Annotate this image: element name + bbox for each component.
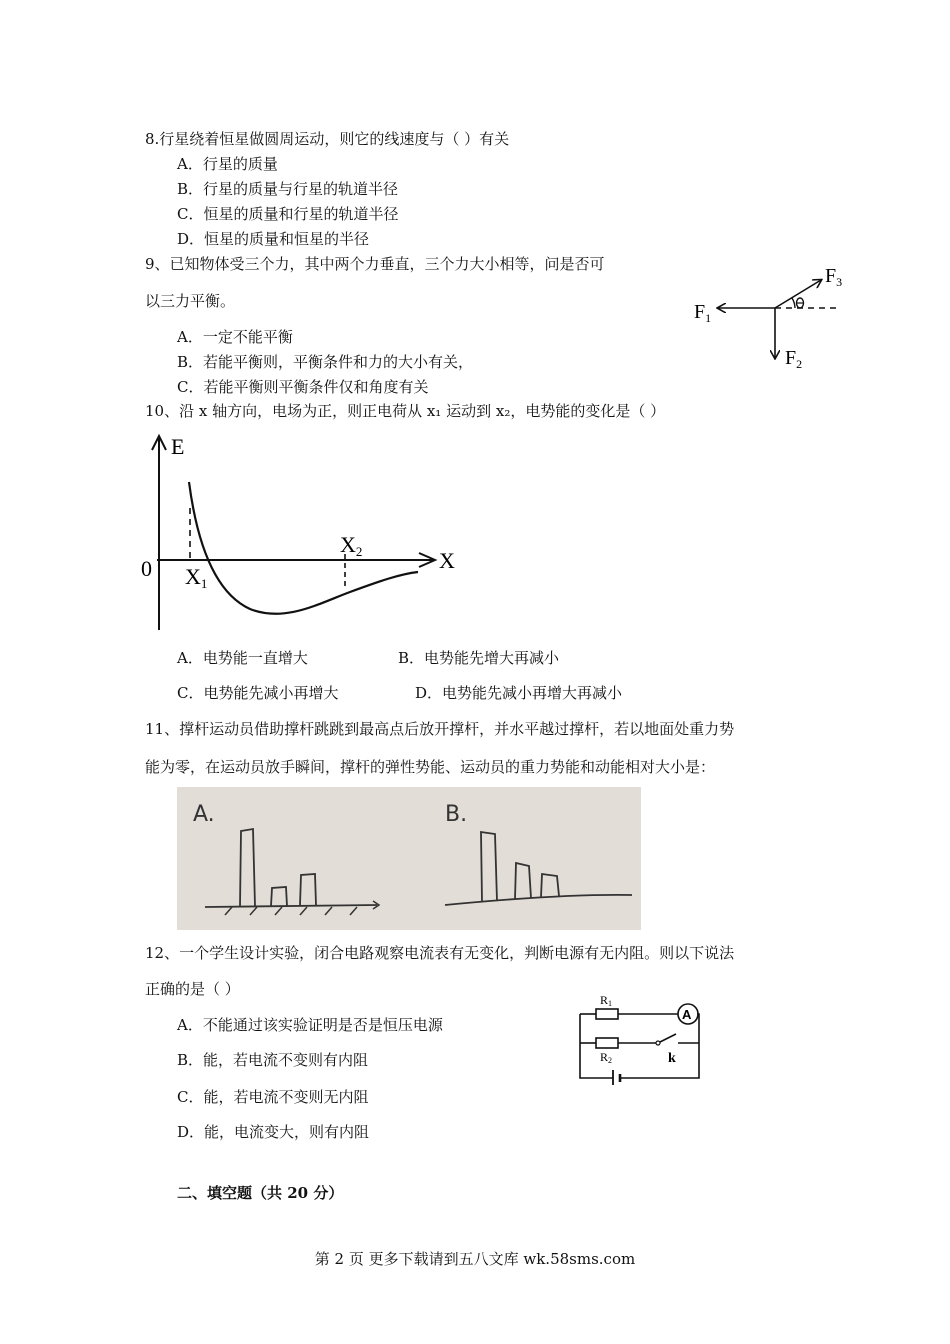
option-b-label: B. xyxy=(445,802,468,827)
bar-b-1 xyxy=(481,832,497,902)
q10-option-d: D．电势能先减小再增大再减小 xyxy=(415,684,623,702)
q11-stem-line2: 能为零，在运动员放手瞬间，撑杆的弹性势能、运动员的重力势能和动能相对大小是： xyxy=(145,758,716,776)
switch-label: k xyxy=(668,1051,676,1066)
x1-label: X1 xyxy=(185,564,208,591)
switch-k xyxy=(660,1034,676,1042)
angle-arc xyxy=(792,298,795,308)
q10-option-c: C．电势能先减小再增大 xyxy=(177,684,339,702)
baseline-a xyxy=(205,905,377,907)
f3-label: $F_3$ xyxy=(825,265,843,289)
q10-option-a: A．电势能一直增大 xyxy=(177,649,308,667)
force-diagram xyxy=(688,262,858,377)
section-2-title: 二、填空题（共 20 分） xyxy=(177,1184,344,1202)
q12-stem-line1: 12、一个学生设计实验，闭合电路观察电流表有无变化，判断电源有无内阻。则以下说法 xyxy=(145,944,735,962)
q8-option-d: D．恒星的质量和恒星的半径 xyxy=(177,230,370,248)
field-curve xyxy=(189,482,418,614)
circuit-diagram xyxy=(572,990,712,1085)
bar-a-1 xyxy=(240,829,255,906)
q9-option-c: C．若能平衡则平衡条件仅和角度有关 xyxy=(177,378,429,396)
origin-label: 0 xyxy=(141,556,152,581)
q12-stem-line2: 正确的是（ ） xyxy=(145,980,240,998)
q8-option-b: B．行星的质量与行星的轨道半径 xyxy=(177,180,399,198)
q12-option-a: A．不能通过该实验证明是否是恒压电源 xyxy=(177,1016,443,1034)
q12-option-b: B．能，若电流不变则有内阻 xyxy=(177,1051,369,1069)
q8-option-c: C．恒星的质量和行星的轨道半径 xyxy=(177,205,399,223)
resistor-r1 xyxy=(596,1009,618,1019)
f2-label: $F_2$ xyxy=(785,347,803,371)
y-axis-label: E xyxy=(171,434,185,459)
q10-stem: 10、沿 x 轴方向，电场为正，则正电荷从 x₁ 运动到 x₂，电势能的变化是（ ） xyxy=(145,402,666,420)
bar-a-3 xyxy=(300,874,316,905)
r2-label: R2 xyxy=(600,1050,613,1065)
hand-drawn-bar-photo xyxy=(177,787,641,930)
page-footer: 第 2 页 更多下载请到五八文库 wk.58sms.com xyxy=(314,1250,636,1268)
q9-option-b: B．若能平衡则，平衡条件和力的大小有关， xyxy=(177,353,474,371)
q8-option-a: A．行星的质量 xyxy=(177,155,278,173)
q9-stem-line1: 9、已知物体受三个力，其中两个力垂直，三个力大小相等，问是否可 xyxy=(145,255,605,273)
ammeter-label: A xyxy=(682,1007,692,1022)
potential-graph xyxy=(135,428,465,638)
bar-a-2 xyxy=(271,887,287,906)
option-a-label: A. xyxy=(193,802,215,827)
r1-label: R1 xyxy=(600,993,613,1008)
q11-stem-line1: 11、撑杆运动员借助撑杆跳跳到最高点后放开撑杆，并水平越过撑杆，若以地面处重力势 xyxy=(145,720,735,738)
q9-stem-line2: 以三力平衡。 xyxy=(145,292,236,310)
baseline-b xyxy=(445,895,632,905)
x2-label: X2 xyxy=(340,532,363,559)
q9-option-a: A．一定不能平衡 xyxy=(177,328,293,346)
bar-b-3 xyxy=(541,874,559,897)
q8-stem: 8.行星绕着恒星做圆周运动，则它的线速度与（ ）有关 xyxy=(145,130,510,148)
x-axis-label: X xyxy=(439,548,455,573)
q10-option-b: B．电势能先增大再减小 xyxy=(398,649,560,667)
f1-label: $F_1$ xyxy=(694,301,712,325)
q12-option-c: C．能，若电流不变则无内阻 xyxy=(177,1088,369,1106)
q12-option-d: D．能，电流变大，则有内阻 xyxy=(177,1123,370,1141)
f3-arrow xyxy=(775,280,821,308)
resistor-r2 xyxy=(596,1038,618,1048)
bar-b-2 xyxy=(515,863,531,899)
